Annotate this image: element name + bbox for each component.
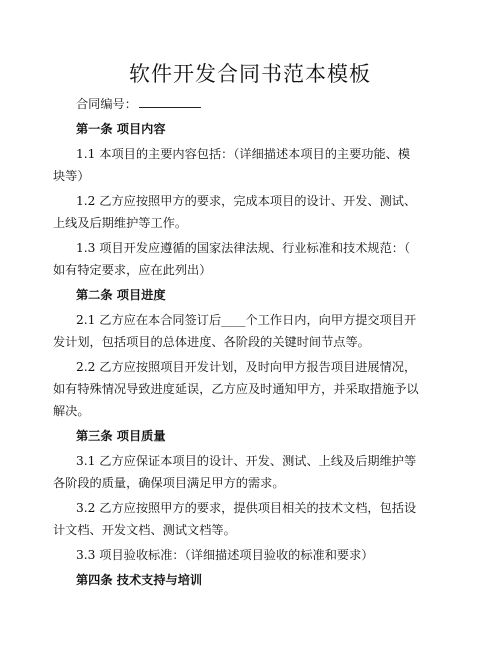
paragraph-line: 发计划，包括项目的总体进度、各阶段的关键时间节点等。 xyxy=(53,335,370,349)
section-heading: 第一条 项目内容 xyxy=(76,122,166,136)
section-heading: 第三条 项目质量 xyxy=(76,429,166,443)
document-title: 软件开发合同书范本模板 xyxy=(129,62,371,86)
paragraph-line: 块等） xyxy=(53,169,90,183)
paragraph-line: 解决。 xyxy=(53,404,90,418)
section-paragraph xyxy=(53,143,428,187)
document-body xyxy=(53,90,428,591)
paragraph-line: 如有特定要求，应在此列出） xyxy=(53,263,212,277)
paragraph-line: 3.3 项目验收标准：（详细描述项目验收的标准和要求） xyxy=(76,548,374,562)
paragraph-line: 2.1 乙方应在本合同签订后____个工作日内，向甲方提交项目开 xyxy=(76,313,417,327)
section-paragraph xyxy=(53,497,428,541)
paragraph-line: 1.1 本项目的主要内容包括：（详细描述本项目的主要功能、模 xyxy=(76,147,411,161)
section-paragraph xyxy=(53,237,428,281)
section-heading: 第四条 技术支持与培训 xyxy=(76,573,203,587)
paragraph-line: 1.3 项目开发应遵循的国家法律法规、行业标准和技术规范：（ xyxy=(76,241,411,255)
paragraph-line: 各阶段的质量，确保项目满足甲方的需求。 xyxy=(53,476,285,490)
section-paragraph xyxy=(53,450,428,494)
paragraph-line: 3.2 乙方应按照甲方的要求，提供项目相关的技术文档，包括设 xyxy=(76,501,417,515)
section-heading: 第二条 项目进度 xyxy=(76,288,166,302)
paragraph-line: 计文档、开发文档、测试文档等。 xyxy=(53,523,236,537)
paragraph-line: 3.1 乙方应保证本项目的设计、开发、测试、上线及后期维护等 xyxy=(76,454,417,468)
paragraph-line: 2.2 乙方应按照项目开发计划，及时向甲方报告项目进展情况， xyxy=(76,360,417,374)
paragraph-line: 如有特殊情况导致进度延误，乙方应及时通知甲方，并采取措施予以 xyxy=(53,382,419,396)
section-paragraph xyxy=(53,356,428,422)
paragraph-line: 上线及后期维护等工作。 xyxy=(53,216,188,230)
contract-number-blank xyxy=(139,97,201,108)
section-paragraph xyxy=(76,544,428,566)
section-paragraph xyxy=(53,190,428,234)
paragraph-line: 1.2 乙方应按照甲方的要求，完成本项目的设计、开发、测试、 xyxy=(76,194,417,208)
section-paragraph xyxy=(53,309,428,353)
contract-number xyxy=(76,93,428,115)
contract-number-label: 合同编号： xyxy=(76,97,137,111)
sections-container xyxy=(53,118,428,591)
